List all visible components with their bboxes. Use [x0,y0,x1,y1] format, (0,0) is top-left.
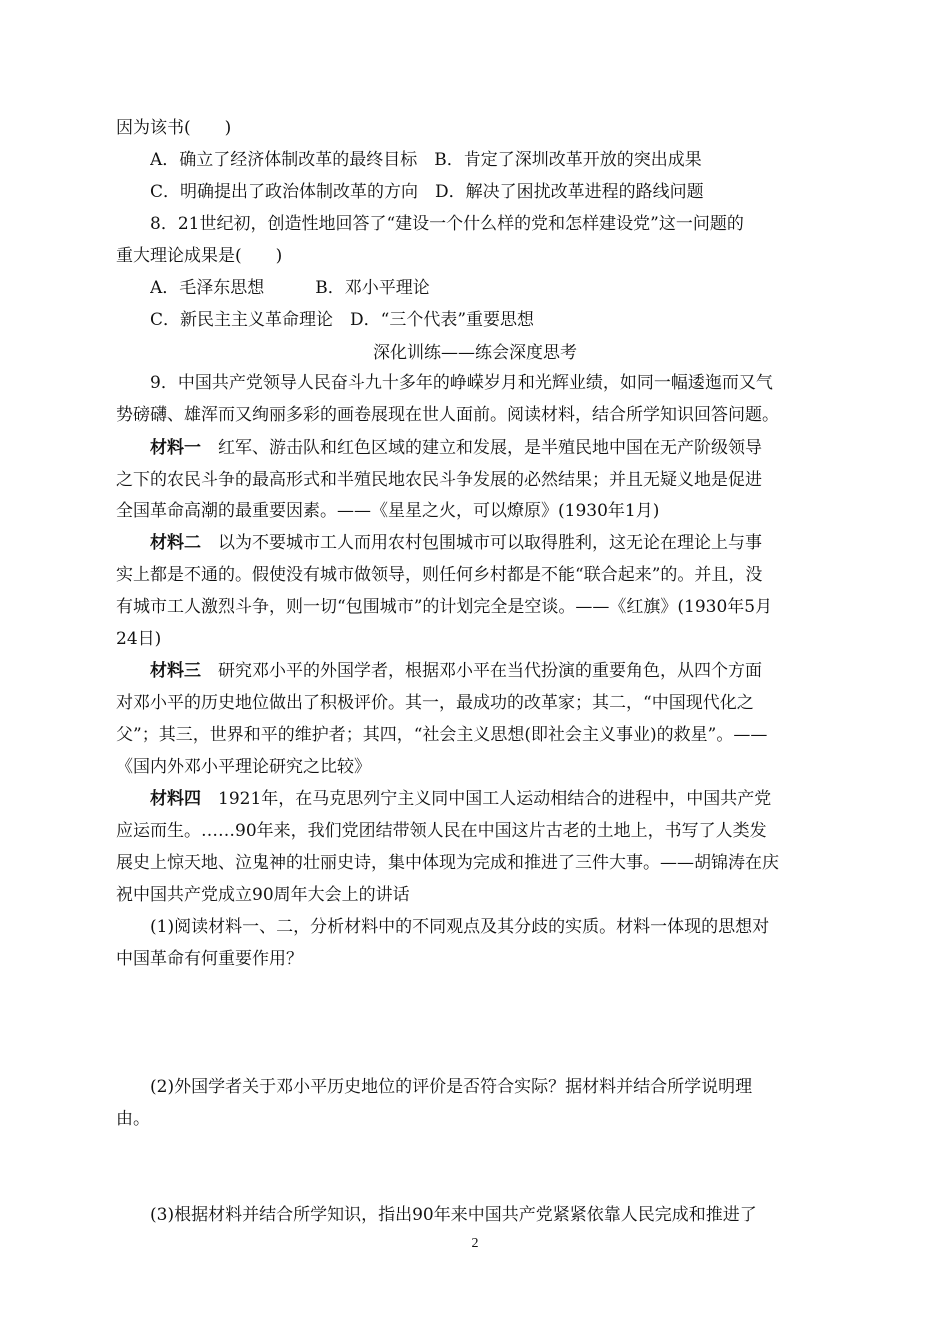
sub-question-2: (2)外国学者关于邓小平历史地位的评价是否符合实际？据材料并结合所学说明理 [150,1077,753,1097]
q9-intro-cont: 势磅礴、雄浑而又绚丽多彩的画卷展现在世人面前。阅读材料，结合所学知识回答问题。 [116,405,779,425]
material-4-line2: 应运而生。……90年来，我们党团结带领人民在中国这片古老的土地上，书写了人类发 [116,821,767,841]
material-3-line2: 对邓小平的历史地位做出了积极评价。其一，最成功的改革家；其二，“中国现代化之 [116,693,754,713]
material-3-text: 研究邓小平的外国学者，根据邓小平在当代扮演的重要角色，从四个方面 [201,661,762,681]
material-1-line2: 之下的农民斗争的最高形式和半殖民地农民斗争发展的必然结果；并且无疑义地是促进 [116,470,762,490]
q7-options-ab: A．确立了经济体制改革的最终目标 B．肯定了深圳改革开放的突出成果 [150,150,702,170]
q8-stem: 8．21世纪初，创造性地回答了“建设一个什么样的党和怎样建设党”这一问题的 [150,214,744,234]
material-2-label: 材料二 [150,533,201,553]
q7-stem-end: 因为该书( ) [116,118,232,138]
material-1 [150,438,840,458]
material-4-label: 材料四 [150,789,201,809]
sub-question-2-cont: 由。 [116,1109,150,1129]
material-2 [150,533,840,553]
material-3-line4: 《国内外邓小平理论研究之比较》 [116,757,371,777]
material-2-text: 以为不要城市工人而用农村包围城市可以取得胜利，这无论在理论上与事 [201,533,762,553]
sub-question-1-cont: 中国革命有何重要作用？ [116,949,303,969]
material-1-text: 红军、游击队和红色区域的建立和发展，是半殖民地中国在无产阶级领导 [201,438,762,458]
material-3 [150,661,840,681]
sub-question-3: (3)根据材料并结合所学知识，指出90年来中国共产党紧紧依靠人民完成和推进了 [150,1205,757,1225]
material-3-label: 材料三 [150,661,201,681]
material-4 [150,789,840,809]
material-4-line3: 展史上惊天地、泣鬼神的壮丽史诗，集中体现为完成和推进了三件大事。——胡锦涛在庆 [116,853,779,873]
material-4-text: 1921年，在马克思列宁主义同中国工人运动相结合的进程中，中国共产党 [201,789,772,809]
material-1-line3: 全国革命高潮的最重要因素。——《星星之火，可以燎原》(1930年1月) [116,501,660,521]
material-4-line4: 祝中国共产党成立90周年大会上的讲话 [116,885,410,905]
page-number: 2 [471,1236,479,1251]
material-2-line4: 24日) [116,629,162,649]
material-1-label: 材料一 [150,438,201,458]
material-2-line3: 有城市工人激烈斗争，则一切“包围城市”的计划完全是空谈。——《红旗》(1930年5月 [116,597,773,617]
q7-options-cd: C．明确提出了政治体制改革的方向 D．解决了困扰改革进程的路线问题 [150,182,704,202]
q9-intro: 9．中国共产党领导人民奋斗九十多年的峥嵘岁月和光辉业绩，如同一幅逶迤而又气 [150,373,773,393]
material-3-line3: 父”；其三，世界和平的维护者；其四，“社会主义思想(即社会主义事业)的救星”。—— [116,725,768,745]
sub-question-1: (1)阅读材料一、二，分析材料中的不同观点及其分歧的实质。材料一体现的思想对 [150,917,770,937]
q8-options-ab: A．毛泽东思想 B．邓小平理论 [150,278,430,298]
material-2-line2: 实上都是不通的。假使没有城市做领导，则任何乡村都是不能“联合起来”的。并且，没 [116,565,763,585]
q8-stem-cont: 重大理论成果是( ) [116,246,283,266]
q8-options-cd: C．新民主主义革命理论 D．“三个代表”重要思想 [150,310,535,330]
section-title: 深化训练——练会深度思考 [373,343,577,363]
